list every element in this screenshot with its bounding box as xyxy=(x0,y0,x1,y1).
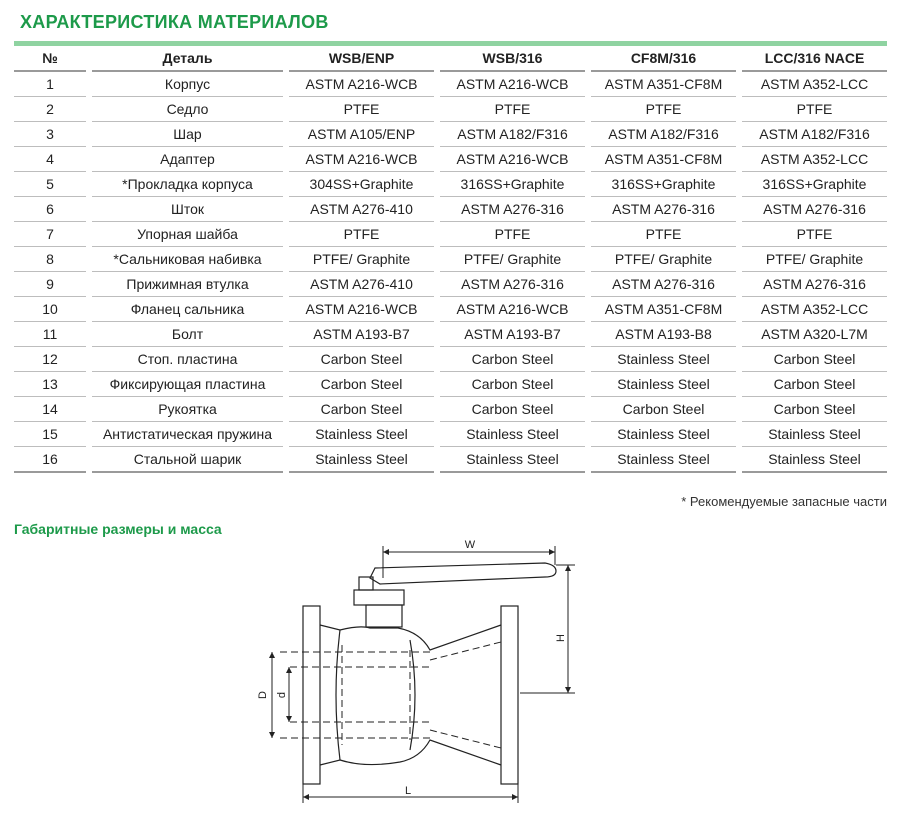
table-cell: ASTM A193-B7 xyxy=(286,322,437,347)
table-cell: 316SS+Graphite xyxy=(739,172,887,197)
arrow-w-right xyxy=(549,549,555,555)
table-cell: Stainless Steel xyxy=(739,422,887,447)
table-cell: Carbon Steel xyxy=(739,397,887,422)
table-cell: PTFE/ Graphite xyxy=(437,247,588,272)
arrow-h-top xyxy=(565,565,571,571)
table-cell: PTFE xyxy=(437,222,588,247)
table-cell: ASTM A216-WCB xyxy=(437,147,588,172)
header-lcc-316-nace: LCC/316 NACE xyxy=(739,46,887,71)
table-cell: Stainless Steel xyxy=(588,372,739,397)
arrow-h-bottom xyxy=(565,687,571,693)
table-cell: Carbon Steel xyxy=(588,397,739,422)
table-cell: ASTM A276-316 xyxy=(588,197,739,222)
header-wsb-enp: WSB/ENP xyxy=(286,46,437,71)
table-cell: PTFE xyxy=(286,222,437,247)
header-number: № xyxy=(14,46,89,71)
table-cell: Stainless Steel xyxy=(588,347,739,372)
table-cell: 304SS+Graphite xyxy=(286,172,437,197)
table-cell: Stainless Steel xyxy=(588,447,739,473)
table-cell: Рукоятка xyxy=(89,397,286,422)
table-cell: ASTM A182/F316 xyxy=(739,122,887,147)
table-cell: Carbon Steel xyxy=(739,347,887,372)
table-cell: ASTM A182/F316 xyxy=(588,122,739,147)
table-cell: ASTM A216-WCB xyxy=(286,297,437,322)
table-cell: 8 xyxy=(14,247,89,272)
outlet-taper-bottom xyxy=(430,730,501,748)
body-left-curve xyxy=(336,630,340,760)
table-cell: PTFE xyxy=(437,97,588,122)
table-cell: Stainless Steel xyxy=(437,447,588,473)
table-cell: ASTM A105/ENP xyxy=(286,122,437,147)
header-part: Деталь xyxy=(89,46,286,71)
table-cell: PTFE xyxy=(739,97,887,122)
table-cell: ASTM A276-316 xyxy=(739,272,887,297)
left-flange xyxy=(303,606,320,784)
label-d-outer: D xyxy=(257,691,269,699)
table-cell: ASTM A276-316 xyxy=(437,272,588,297)
label-w: W xyxy=(464,539,476,551)
table-cell: Фланец сальника xyxy=(89,297,286,322)
table-cell: 2 xyxy=(14,97,89,122)
table-cell: 12 xyxy=(14,347,89,372)
table-cell: Carbon Steel xyxy=(739,372,887,397)
section-subtitle: Габаритные размеры и масса xyxy=(14,521,222,537)
table-cell: ASTM A216-WCB xyxy=(437,297,588,322)
table-cell: Стальной шарик xyxy=(89,447,286,473)
table-cell: ASTM A216-WCB xyxy=(286,147,437,172)
table-cell: Фиксирующая пластина xyxy=(89,372,286,397)
table-cell: 14 xyxy=(14,397,89,422)
table-cell: Carbon Steel xyxy=(437,397,588,422)
table-cell: 6 xyxy=(14,197,89,222)
table-cell: Упорная шайба xyxy=(89,222,286,247)
table-cell: *Сальниковая набивка xyxy=(89,247,286,272)
table-cell: Stainless Steel xyxy=(739,447,887,473)
table-cell: 5 xyxy=(14,172,89,197)
table-cell: Stainless Steel xyxy=(286,447,437,473)
table-cell: Прижимная втулка xyxy=(89,272,286,297)
table-cell: ASTM A352-LCC xyxy=(739,71,887,97)
arrow-l-left xyxy=(303,794,309,800)
table-cell: Carbon Steel xyxy=(437,372,588,397)
table-cell: PTFE xyxy=(286,97,437,122)
label-d-inner: d xyxy=(276,691,288,699)
table-cell: Stainless Steel xyxy=(286,422,437,447)
table-cell: Седло xyxy=(89,97,286,122)
table-cell: Stainless Steel xyxy=(437,422,588,447)
table-cell: ASTM A320-L7M xyxy=(739,322,887,347)
table-cell: 15 xyxy=(14,422,89,447)
arrow-d-inner-bottom xyxy=(286,716,292,722)
table-cell: ASTM A193-B8 xyxy=(588,322,739,347)
table-cell: Шток xyxy=(89,197,286,222)
table-cell: 3 xyxy=(14,122,89,147)
table-cell: ASTM A276-410 xyxy=(286,272,437,297)
arrow-d-inner-top xyxy=(286,667,292,673)
arrow-d-outer-top xyxy=(269,652,275,658)
table-cell: 316SS+Graphite xyxy=(437,172,588,197)
table-cell: ASTM A216-WCB xyxy=(286,71,437,97)
table-cell: Болт xyxy=(89,322,286,347)
table-cell: 7 xyxy=(14,222,89,247)
table-cell: ASTM A352-LCC xyxy=(739,297,887,322)
table-cell: Корпус xyxy=(89,71,286,97)
table-cell: Carbon Steel xyxy=(286,397,437,422)
header-cf8m-316: CF8M/316 xyxy=(588,46,739,71)
table-cell: Carbon Steel xyxy=(437,347,588,372)
table-cell: 16 xyxy=(14,447,89,473)
table-cell: Стоп. пластина xyxy=(89,347,286,372)
table-cell: ASTM A276-316 xyxy=(437,197,588,222)
gland-flange xyxy=(354,590,404,605)
table-cell: PTFE xyxy=(588,97,739,122)
table-cell: ASTM A216-WCB xyxy=(437,71,588,97)
table-cell: 1 xyxy=(14,71,89,97)
table-cell: Carbon Steel xyxy=(286,372,437,397)
spare-parts-note: * Рекомендуемые запасные части xyxy=(681,494,887,509)
table-cell: 10 xyxy=(14,297,89,322)
table-cell: Carbon Steel xyxy=(286,347,437,372)
table-cell: 13 xyxy=(14,372,89,397)
table-cell: 9 xyxy=(14,272,89,297)
table-cell: *Прокладка корпуса xyxy=(89,172,286,197)
table-cell: Шар xyxy=(89,122,286,147)
table-cell: ASTM A351-CF8M xyxy=(588,71,739,97)
table-cell: ASTM A351-CF8M xyxy=(588,147,739,172)
table-cell: PTFE/ Graphite xyxy=(739,247,887,272)
arrow-l-right xyxy=(512,794,518,800)
table-cell: 11 xyxy=(14,322,89,347)
right-flange xyxy=(501,606,518,784)
table-cell: ASTM A182/F316 xyxy=(437,122,588,147)
table-cell: Антистатическая пружина xyxy=(89,422,286,447)
label-h: H xyxy=(555,634,567,642)
table-cell: 4 xyxy=(14,147,89,172)
handle xyxy=(370,563,556,584)
table-cell: ASTM A193-B7 xyxy=(437,322,588,347)
outlet-taper-top xyxy=(430,642,501,660)
label-l: L xyxy=(404,785,412,797)
table-cell: ASTM A276-410 xyxy=(286,197,437,222)
table-cell: Адаптер xyxy=(89,147,286,172)
table-cell: ASTM A276-316 xyxy=(739,197,887,222)
table-cell: PTFE/ Graphite xyxy=(588,247,739,272)
table-cell: 316SS+Graphite xyxy=(588,172,739,197)
table-cell: PTFE/ Graphite xyxy=(286,247,437,272)
valve-neck xyxy=(366,605,402,627)
table-cell: PTFE xyxy=(588,222,739,247)
body-right-curve xyxy=(410,640,415,750)
arrow-d-outer-bottom xyxy=(269,732,275,738)
table-cell: ASTM A276-316 xyxy=(588,272,739,297)
table-cell: Stainless Steel xyxy=(588,422,739,447)
table-cell: ASTM A352-LCC xyxy=(739,147,887,172)
arrow-w-left xyxy=(383,549,389,555)
page-title: ХАРАКТЕРИСТИКА МАТЕРИАЛОВ xyxy=(20,12,329,32)
table-cell: PTFE xyxy=(739,222,887,247)
table-cell: ASTM A351-CF8M xyxy=(588,297,739,322)
header-wsb-316: WSB/316 xyxy=(437,46,588,71)
